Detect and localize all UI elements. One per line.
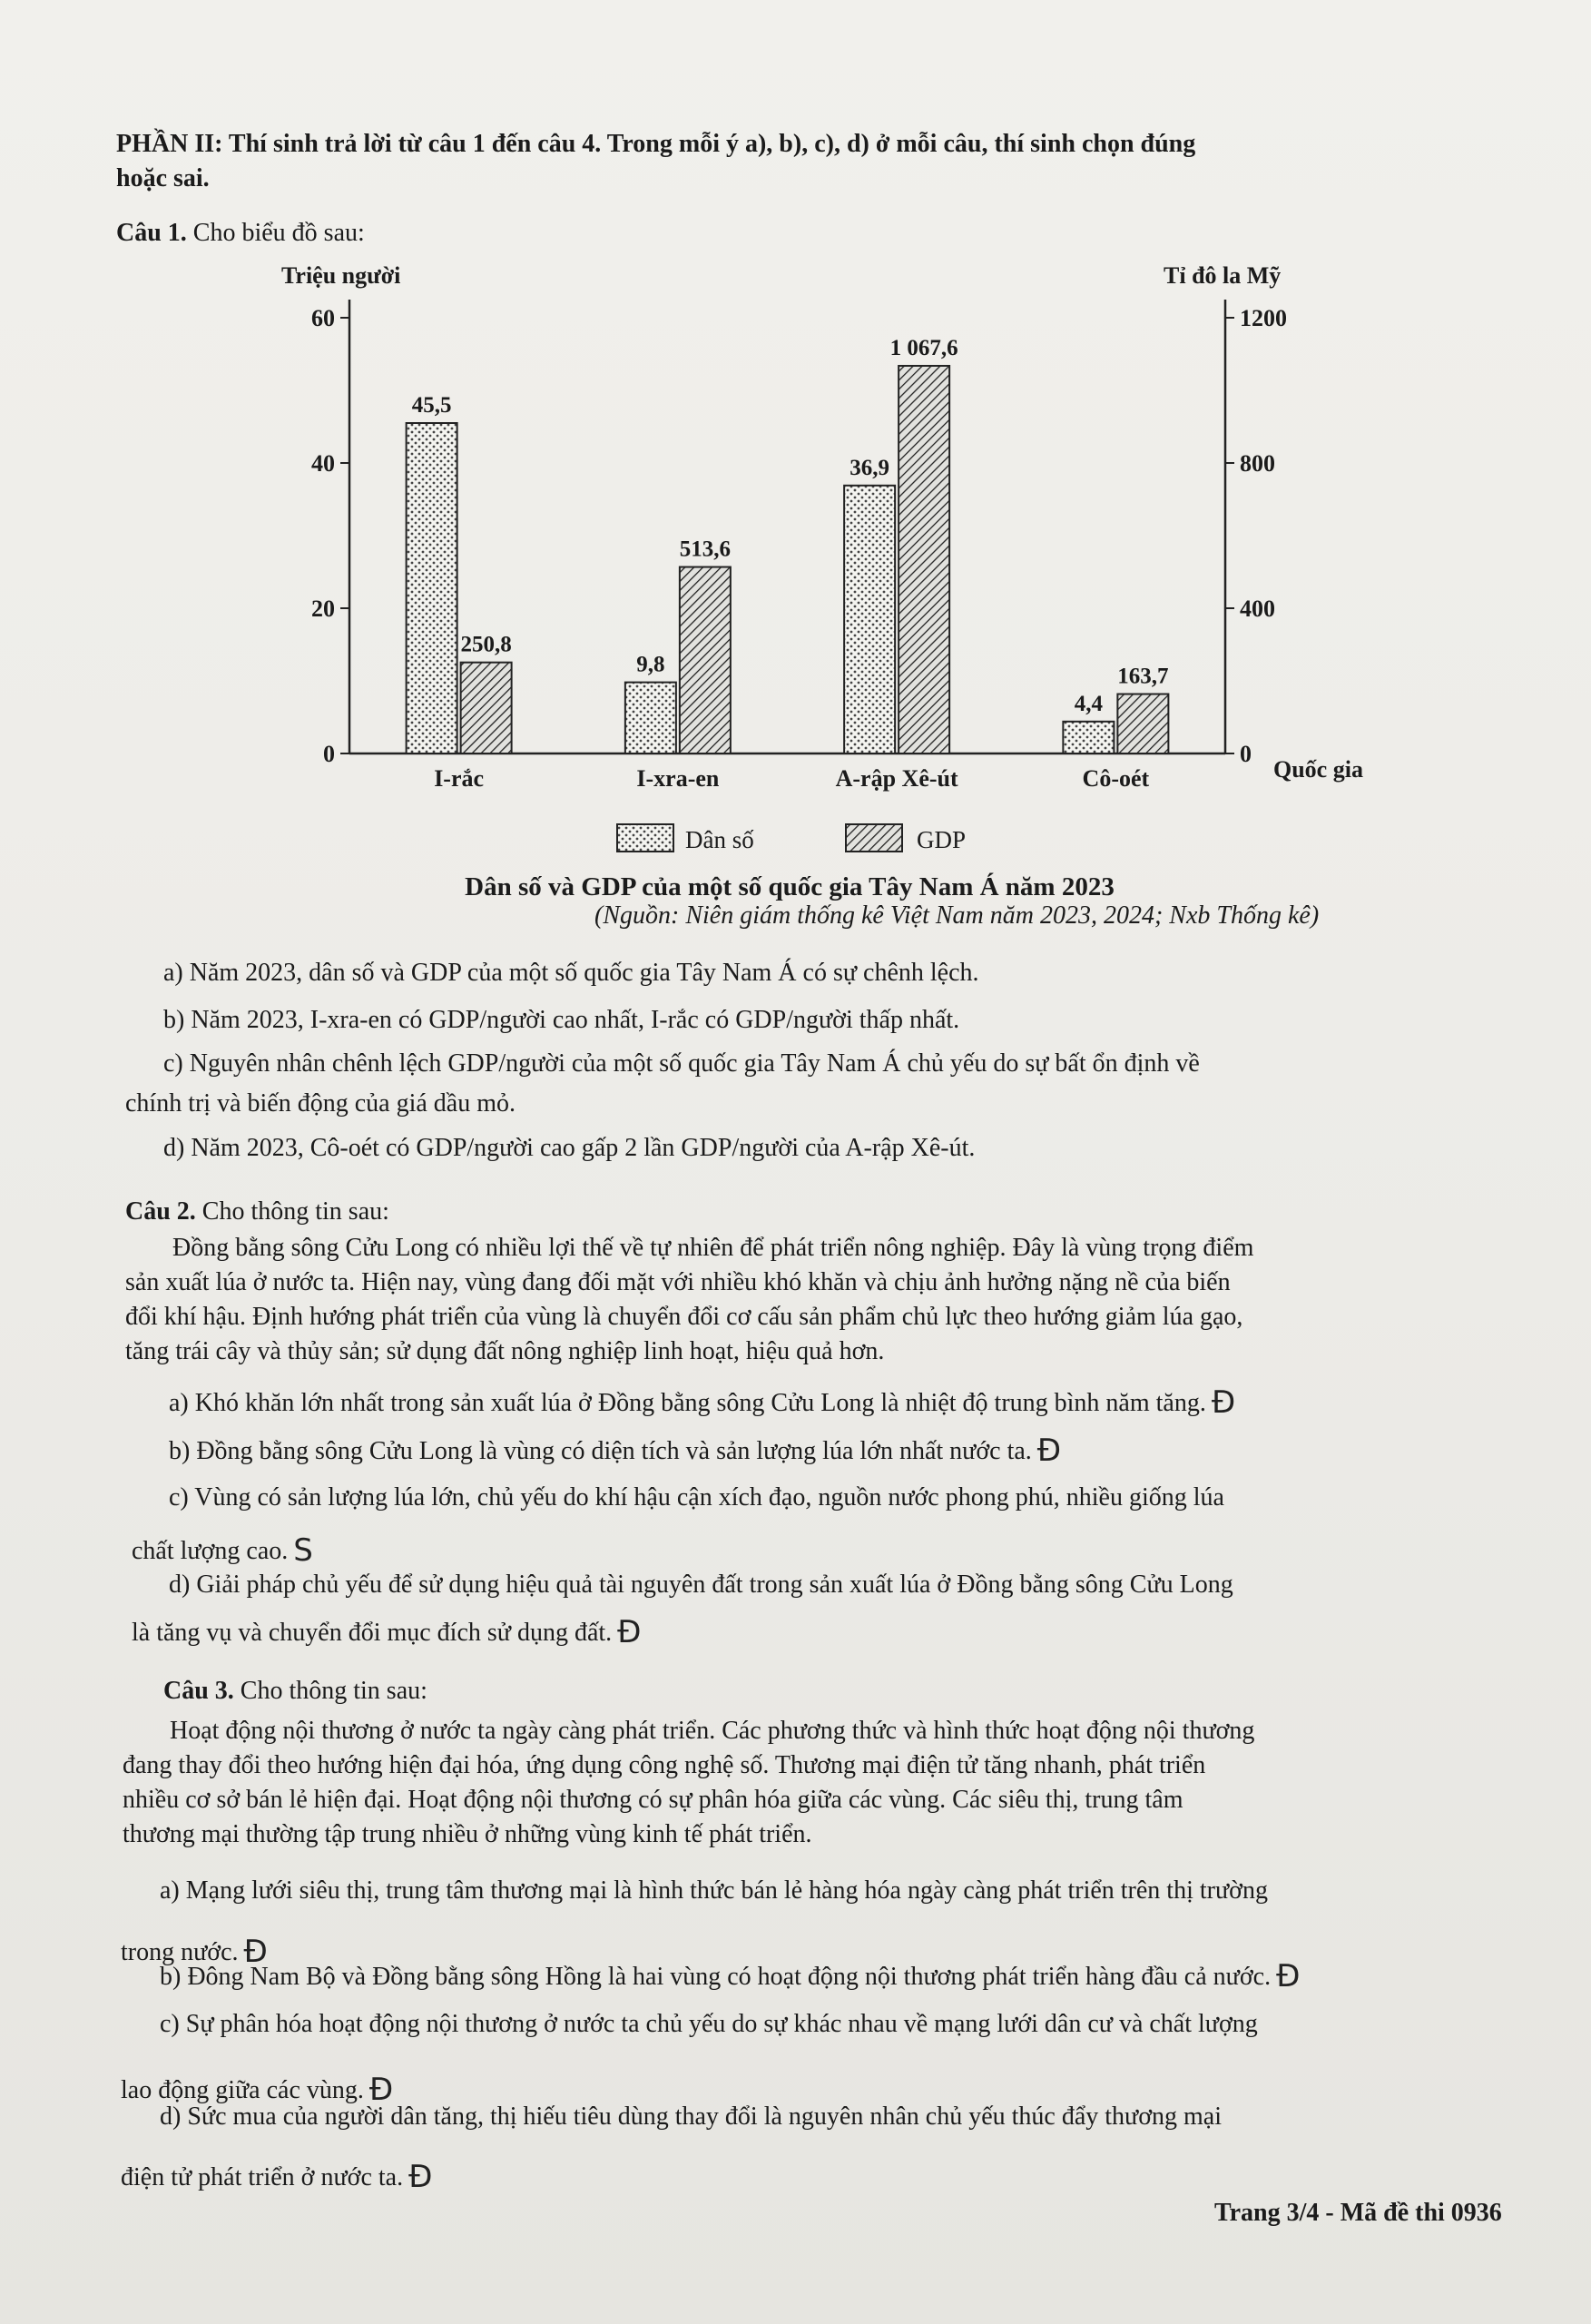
handwritten-answer-q2a: Đ	[1211, 1384, 1236, 1421]
legend-label-gdp: GDP	[917, 826, 967, 853]
y-right-tick-label: 400	[1240, 596, 1275, 622]
q2-option-d-text: là tăng vụ và chuyển đổi mục đích sử dụng đất.	[132, 1619, 613, 1647]
q1-option-c-line1: c) Nguyên nhân chênh lệch GDP/người của một số quốc gia Tây Nam Á chủ yếu do sự bất ổn định về	[163, 1049, 1200, 1078]
x-axis-label: Quốc gia	[1273, 756, 1363, 783]
x-category-label: Cô-oét	[1082, 765, 1150, 792]
q3-label: Câu 3.	[163, 1677, 234, 1705]
q3-option-b-text: b) Đông Nam Bộ và Đồng bằng sông Hồng là hai vùng có hoạt động nội thương phát triển hàng đầu cả nước.	[160, 1963, 1272, 1991]
chart-source: (Nguồn: Niên giám thống kê Việt Nam năm 2023, 2024; Nxb Thống kê)	[594, 901, 1320, 930]
q2-option-c-line1: c) Vùng có sản lượng lúa lớn, chủ yếu do khí hậu cận xích đạo, nguồn nước phong phú, nhiều giống lúa	[169, 1483, 1224, 1512]
q2-option-b-text: b) Đồng bằng sông Cửu Long là vùng có diện tích và sản lượng lúa lớn nhất nước ta.	[169, 1437, 1032, 1465]
population-gdp-chart	[0, 245, 1591, 935]
q2-option-d-line2	[132, 1614, 642, 1651]
y-left-tick-label: 20	[311, 596, 335, 622]
y-right-tick-label: 800	[1240, 450, 1275, 477]
bar-gdp	[899, 366, 949, 753]
handwritten-answer-q2d: Đ	[617, 1614, 642, 1650]
data-label-gdp: 1 067,6	[889, 335, 958, 360]
q2-label: Câu 2.	[125, 1197, 196, 1226]
q2-passage	[125, 1231, 1514, 1369]
q3-option-c-line1: c) Sự phân hóa hoạt động nội thương ở nước ta chủ yếu do sự khác nhau về mạng lưới dân cư và chất lượng	[160, 2010, 1258, 2038]
data-label-gdp: 513,6	[679, 537, 731, 562]
page-footer: Trang 3/4 - Mã đề thi 0936	[1214, 2199, 1502, 2227]
y-right-axis-label: Tỉ đô la Mỹ	[1164, 262, 1282, 289]
data-label-gdp: 163,7	[1117, 664, 1169, 689]
x-category-label: A-rập Xê-út	[835, 765, 958, 792]
q3-passage-line4: thương mại thường tập trung nhiều ở những vùng kinh tế phát triển.	[123, 1820, 812, 1848]
y-right-tick-label: 0	[1240, 741, 1252, 767]
data-label-gdp: 250,8	[460, 632, 512, 657]
q2-option-c-text: chất lượng cao.	[132, 1537, 289, 1565]
q3-option-a-line1: a) Mạng lưới siêu thị, trung tâm thương mại là hình thức bán lẻ hàng hóa ngày càng phát triển trên thị trường	[160, 1876, 1268, 1905]
q1-label: Câu 1.	[116, 219, 187, 247]
handwritten-answer-q2b: Đ	[1036, 1433, 1062, 1469]
q2-option-a-text: a) Khó khăn lớn nhất trong sản xuất lúa ở Đồng bằng sông Cửu Long là nhiệt độ trung bình năm tăng.	[169, 1389, 1206, 1417]
bar-gdp	[461, 663, 512, 753]
y-left-axis-label: Triệu người	[281, 262, 401, 289]
legend-label-population: Dân số	[685, 826, 754, 853]
q2-passage-line2: sản xuất lúa ở nước ta. Hiện nay, vùng đang đối mặt với nhiều khó khăn và chịu ảnh hưởng nặng nề của biến	[125, 1268, 1231, 1296]
q3-option-d-text: điện tử phát triển ở nước ta.	[121, 2163, 404, 2191]
bar-population	[625, 683, 676, 753]
q2-option-c-line2	[132, 1532, 313, 1570]
q3-option-b	[160, 1958, 1585, 1995]
q2-passage-line1: Đồng bằng sông Cửu Long có nhiều lợi thế về tự nhiên để phát triển nông nghiệp. Đây là vùng trọng điểm	[172, 1234, 1254, 1262]
q1-option-d: d) Năm 2023, Cô-oét có GDP/người cao gấp 2 lần GDP/người của A-rập Xê-út.	[163, 1134, 976, 1162]
q3-intro: Cho thông tin sau:	[240, 1677, 427, 1705]
q3-passage-line1: Hoạt động nội thương ở nước ta ngày càng phát triển. Các phương thức và hình thức hoạt động nội thương	[170, 1717, 1255, 1745]
q3-option-d-line1: d) Sức mua của người dân tăng, thị hiếu tiêu dùng thay đổi là nguyên nhân chủ yếu thúc đẩy thương mại	[160, 2102, 1222, 2131]
handwritten-answer-q3d: Đ	[408, 2159, 433, 2195]
q3-option-d-line2	[121, 2159, 432, 2196]
chart-legend	[617, 824, 966, 853]
q2-intro: Cho thông tin sau:	[201, 1197, 389, 1226]
chart-bars	[407, 336, 1169, 792]
q1-option-a: a) Năm 2023, dân số và GDP của một số quốc gia Tây Nam Á có sự chênh lệch.	[163, 959, 979, 987]
q3-passage-line2: đang thay đổi theo hướng hiện đại hóa, ứng dụng công nghệ số. Thương mại điện tử tăng nhanh, phát triển	[123, 1751, 1206, 1779]
data-label-population: 4,4	[1074, 691, 1103, 716]
q3-passage-line3: nhiều cơ sở bán lẻ hiện đại. Hoạt động nội thương có sự phân hóa giữa các vùng. Các siêu thị, trung tâm	[123, 1786, 1183, 1814]
q1-option-c	[163, 1046, 1200, 1082]
q2-passage-line4: tăng trái cây và thủy sản; sử dụng đất nông nghiệp linh hoạt, hiệu quả hơn.	[125, 1337, 885, 1365]
x-category-label: I-xra-en	[636, 765, 720, 792]
q2-option-b	[169, 1433, 1061, 1470]
x-category-label: I-rắc	[434, 765, 485, 792]
q3-passage	[123, 1714, 1520, 1852]
data-label-population: 45,5	[411, 393, 452, 418]
q1-intro: Cho biểu đồ sau:	[192, 219, 365, 247]
y-left-tick-label: 0	[323, 741, 335, 767]
q2-option-a	[169, 1384, 1235, 1422]
handwritten-answer-q3b: Đ	[1276, 1958, 1301, 1994]
q1-option-c-line2: chính trị và biến động của giá dầu mỏ.	[125, 1089, 516, 1118]
bar-population	[844, 486, 895, 753]
part-heading	[116, 127, 1532, 196]
q2-option-d-line1: d) Giải pháp chủ yếu để sử dụng hiệu quả tài nguyên đất trong sản xuất lúa ở Đồng bằng sông Cửu Long	[169, 1571, 1233, 1599]
bar-gdp	[680, 567, 731, 753]
legend-swatch-gdp	[846, 824, 902, 852]
part-heading-line1: PHẦN II: Thí sinh trả lời từ câu 1 đến câu 4. Trong mỗi ý a), b), c), d) ở mỗi câu, thí sinh chọn đúng	[116, 130, 1196, 158]
handwritten-answer-q3a: Đ	[243, 1934, 268, 1970]
handwritten-answer-q2c: S	[293, 1532, 313, 1569]
q3-option-a-text: trong nước.	[121, 1938, 239, 1966]
part-heading-line2: hoặc sai.	[116, 164, 210, 192]
y-left-tick-label: 40	[311, 450, 335, 477]
bar-gdp	[1117, 694, 1168, 753]
q3-header	[163, 1674, 427, 1709]
data-label-population: 9,8	[636, 652, 665, 677]
chart-caption: Dân số và GDP của một số quốc gia Tây Nam Á năm 2023	[465, 872, 1115, 901]
data-label-population: 36,9	[850, 455, 889, 480]
y-right-tick-label: 1200	[1240, 305, 1287, 331]
bar-population	[407, 423, 457, 753]
bar-population	[1063, 722, 1114, 753]
q1-option-b: b) Năm 2023, I-xra-en có GDP/người cao nhất, I-rắc có GDP/người thấp nhất.	[163, 1006, 960, 1034]
y-left-tick-label: 60	[311, 305, 335, 331]
legend-swatch-population	[617, 824, 673, 852]
q2-header	[125, 1195, 389, 1229]
q2-passage-line3: đổi khí hậu. Định hướng phát triển của vùng là chuyển đổi cơ cấu sản phẩm chủ lực theo hướng giảm lúa gạo,	[125, 1303, 1243, 1331]
handwritten-answer-q3c: Đ	[368, 2072, 394, 2108]
q3-option-c-text: lao động giữa các vùng.	[121, 2076, 364, 2104]
